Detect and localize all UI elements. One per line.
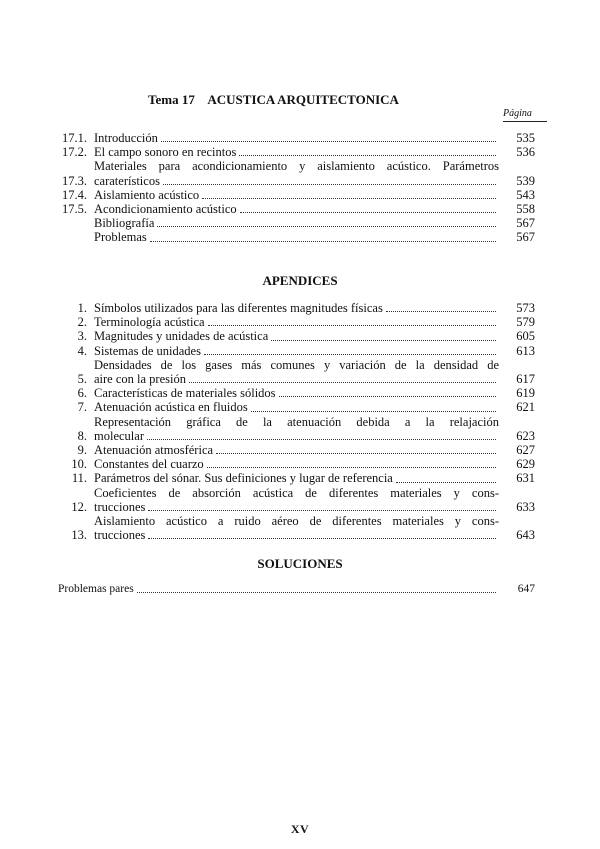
entry-number: 17.1. xyxy=(62,131,87,145)
entry-number: 13. xyxy=(71,528,87,543)
entry-number: 1. xyxy=(77,301,87,315)
entry-page-number: 633 xyxy=(516,499,535,514)
tema-heading xyxy=(148,92,399,108)
entry-page-number: 605 xyxy=(516,329,535,344)
entry-page-number: 573 xyxy=(516,301,535,315)
toc-entry xyxy=(60,145,535,159)
entry-title-line2: trucciones xyxy=(94,499,146,514)
entry-title-area xyxy=(94,230,499,244)
entry-page-number: 579 xyxy=(516,315,535,330)
entry-number: 17.5. xyxy=(62,202,87,217)
entry-page-number: 539 xyxy=(516,173,535,188)
entry-title-wrapped xyxy=(94,358,499,386)
entry-title-line1: Densidades de los gases más comunes y variación de la densidad de xyxy=(94,357,499,372)
dot-leader xyxy=(216,453,496,454)
dot-leader xyxy=(279,396,496,397)
entry-title-area xyxy=(94,159,499,187)
entry-page-number: 647 xyxy=(517,583,535,595)
entry-page-number: 643 xyxy=(516,528,535,543)
page-folio: XV xyxy=(290,822,310,836)
toc-entry xyxy=(60,514,535,542)
entry-page-number: 535 xyxy=(516,131,535,145)
entry-title: Introducción xyxy=(94,131,158,145)
toc-entry xyxy=(60,159,535,187)
entry-title-area xyxy=(94,315,499,329)
entry-title-area xyxy=(94,145,499,159)
dot-leader xyxy=(157,226,496,227)
toc-entry xyxy=(60,471,535,485)
entry-title-line1: Representación gráfica de la atenuación debida a la relajación xyxy=(94,414,499,429)
soluciones-toc xyxy=(58,582,535,596)
apendices-toc xyxy=(60,301,535,542)
dot-leader xyxy=(189,382,496,383)
entry-title: Problemas xyxy=(94,230,147,245)
dot-leader xyxy=(148,510,496,511)
entry-title-area xyxy=(94,386,499,400)
entry-number: 8. xyxy=(77,428,87,443)
entry-title: Terminología acústica xyxy=(94,315,205,330)
entry-page-number: 619 xyxy=(516,386,535,401)
entry-page-number: 621 xyxy=(516,400,535,415)
entry-number: 2. xyxy=(77,315,87,330)
entry-title-line2: trucciones xyxy=(94,528,146,543)
entry-page-number: 617 xyxy=(516,372,535,387)
toc-entry xyxy=(60,486,535,514)
toc-entry xyxy=(60,344,535,358)
entry-title-line1: Aislamiento acústico a ruido aéreo de diferentes materiales y cons- xyxy=(94,514,499,529)
entry-title-area xyxy=(94,301,499,315)
toc-entry xyxy=(60,400,535,414)
entry-title-area xyxy=(94,471,499,485)
toc-entry xyxy=(60,216,535,230)
entry-number: 3. xyxy=(77,329,87,344)
entry-page-number: 558 xyxy=(516,202,535,217)
entry-title-line2: caraterísticos xyxy=(94,173,160,188)
dot-leader xyxy=(240,212,496,213)
entry-title: Bibliografía xyxy=(94,216,155,231)
entry-title-wrapped xyxy=(94,415,499,443)
entry-page-number: 623 xyxy=(516,428,535,443)
entry-title-area xyxy=(94,188,499,202)
entry-title-area xyxy=(94,344,499,358)
toc-entry xyxy=(60,358,535,386)
entry-title-wrapped xyxy=(94,486,499,514)
entry-title-line2: molecular xyxy=(94,428,144,443)
entry-page-number: 543 xyxy=(516,187,535,202)
entry-title: Símbolos utilizados para las diferentes magnitudes físicas xyxy=(94,301,383,315)
entry-title-area xyxy=(94,400,499,414)
dot-leader xyxy=(208,325,496,326)
tema-number: Tema 17 xyxy=(148,92,195,107)
entry-title-wrapped xyxy=(94,514,499,542)
dot-leader xyxy=(251,411,496,412)
entry-title: Características de materiales sólidos xyxy=(94,386,276,401)
entry-number: 17.3. xyxy=(62,173,87,188)
dot-leader xyxy=(271,340,496,341)
entry-number: 17.4. xyxy=(62,187,87,202)
entry-title-area xyxy=(94,415,499,443)
entry-title: Parámetros del sónar. Sus definiciones y lugar de referencia xyxy=(94,471,393,486)
entry-title: Atenuación atmosférica xyxy=(94,443,214,458)
toc-entry xyxy=(60,188,535,202)
entry-title-area xyxy=(94,202,499,216)
entry-number: 6. xyxy=(77,386,87,401)
entry-title-area xyxy=(94,358,499,386)
dot-leader xyxy=(204,354,496,355)
entry-page-number: 631 xyxy=(516,471,535,486)
page-column-label: Página xyxy=(503,108,547,122)
entry-page-number: 613 xyxy=(516,343,535,358)
entry-number: 9. xyxy=(77,443,87,458)
entry-number: 5. xyxy=(77,372,87,387)
entry-title: Problemas pares xyxy=(58,583,134,595)
entry-title-line2-row xyxy=(94,372,499,386)
entry-number: 4. xyxy=(77,343,87,358)
entry-title-area xyxy=(94,443,499,457)
tema-toc xyxy=(60,131,535,245)
entry-title-area xyxy=(94,514,499,542)
entry-title-line2-row xyxy=(94,429,499,443)
entry-number: 10. xyxy=(71,457,87,472)
toc-entry xyxy=(60,415,535,443)
entry-title: Magnitudes y unidades de acústica xyxy=(94,329,269,344)
dot-leader xyxy=(239,155,496,156)
entry-title: Aislamiento acústico xyxy=(94,187,200,202)
entry-page-number: 536 xyxy=(516,145,535,160)
dot-leader xyxy=(396,482,496,483)
toc-entry xyxy=(60,457,535,471)
entry-number: 11. xyxy=(71,471,87,486)
toc-entry xyxy=(60,202,535,216)
entry-title-area xyxy=(94,216,499,230)
dot-leader xyxy=(202,198,496,199)
entry-title-area xyxy=(94,457,499,471)
entry-title-area xyxy=(94,486,499,514)
entry-number: 17.2. xyxy=(62,145,87,160)
entry-title-line2-row xyxy=(94,500,499,514)
toc-entry xyxy=(60,315,535,329)
entry-title-line2: aire con la presión xyxy=(94,372,186,387)
dot-leader xyxy=(148,538,496,539)
dot-leader xyxy=(137,592,496,593)
toc-entry xyxy=(60,301,535,315)
dot-leader xyxy=(147,439,496,440)
entry-title: Sistemas de unidades xyxy=(94,343,201,358)
entry-title: Atenuación acústica en fluidos xyxy=(94,400,248,415)
entry-title: Constantes del cuarzo xyxy=(94,457,204,472)
dot-leader xyxy=(386,311,496,312)
entry-title-line1: Materiales para acondicionamiento y aislamiento acústico. Parámetros xyxy=(94,159,499,174)
entry-page-number: 567 xyxy=(516,230,535,245)
entry-title-area xyxy=(58,582,499,596)
entry-page-number: 627 xyxy=(516,443,535,458)
entry-title-line2-row xyxy=(94,528,499,542)
entry-title: El campo sonoro en recintos xyxy=(94,145,237,160)
entry-page-number: 567 xyxy=(516,216,535,231)
entry-title-area xyxy=(94,329,499,343)
entry-page-number: 629 xyxy=(516,457,535,472)
entry-title-area xyxy=(94,131,499,145)
apendices-heading: APENDICES xyxy=(262,273,338,288)
dot-leader xyxy=(150,241,496,242)
entry-title-line1: Coeficientes de absorción acústica de diferentes materiales y cons- xyxy=(94,485,499,500)
entry-number: 7. xyxy=(77,400,87,415)
toc-entry xyxy=(60,386,535,400)
soluciones-heading: SOLUCIONES xyxy=(257,556,343,571)
entry-title: Acondicionamiento acústico xyxy=(94,202,237,217)
toc-entry xyxy=(60,131,535,145)
toc-entry xyxy=(58,582,535,596)
entry-title-wrapped xyxy=(94,159,499,187)
tema-title: ACUSTICA ARQUITECTONICA xyxy=(207,92,399,107)
dot-leader xyxy=(207,467,496,468)
dot-leader xyxy=(161,141,496,142)
entry-title-line2-row xyxy=(94,174,499,188)
dot-leader xyxy=(163,184,496,185)
toc-entry xyxy=(60,329,535,343)
toc-entry xyxy=(60,443,535,457)
entry-number: 12. xyxy=(71,499,87,514)
toc-entry xyxy=(60,230,535,244)
